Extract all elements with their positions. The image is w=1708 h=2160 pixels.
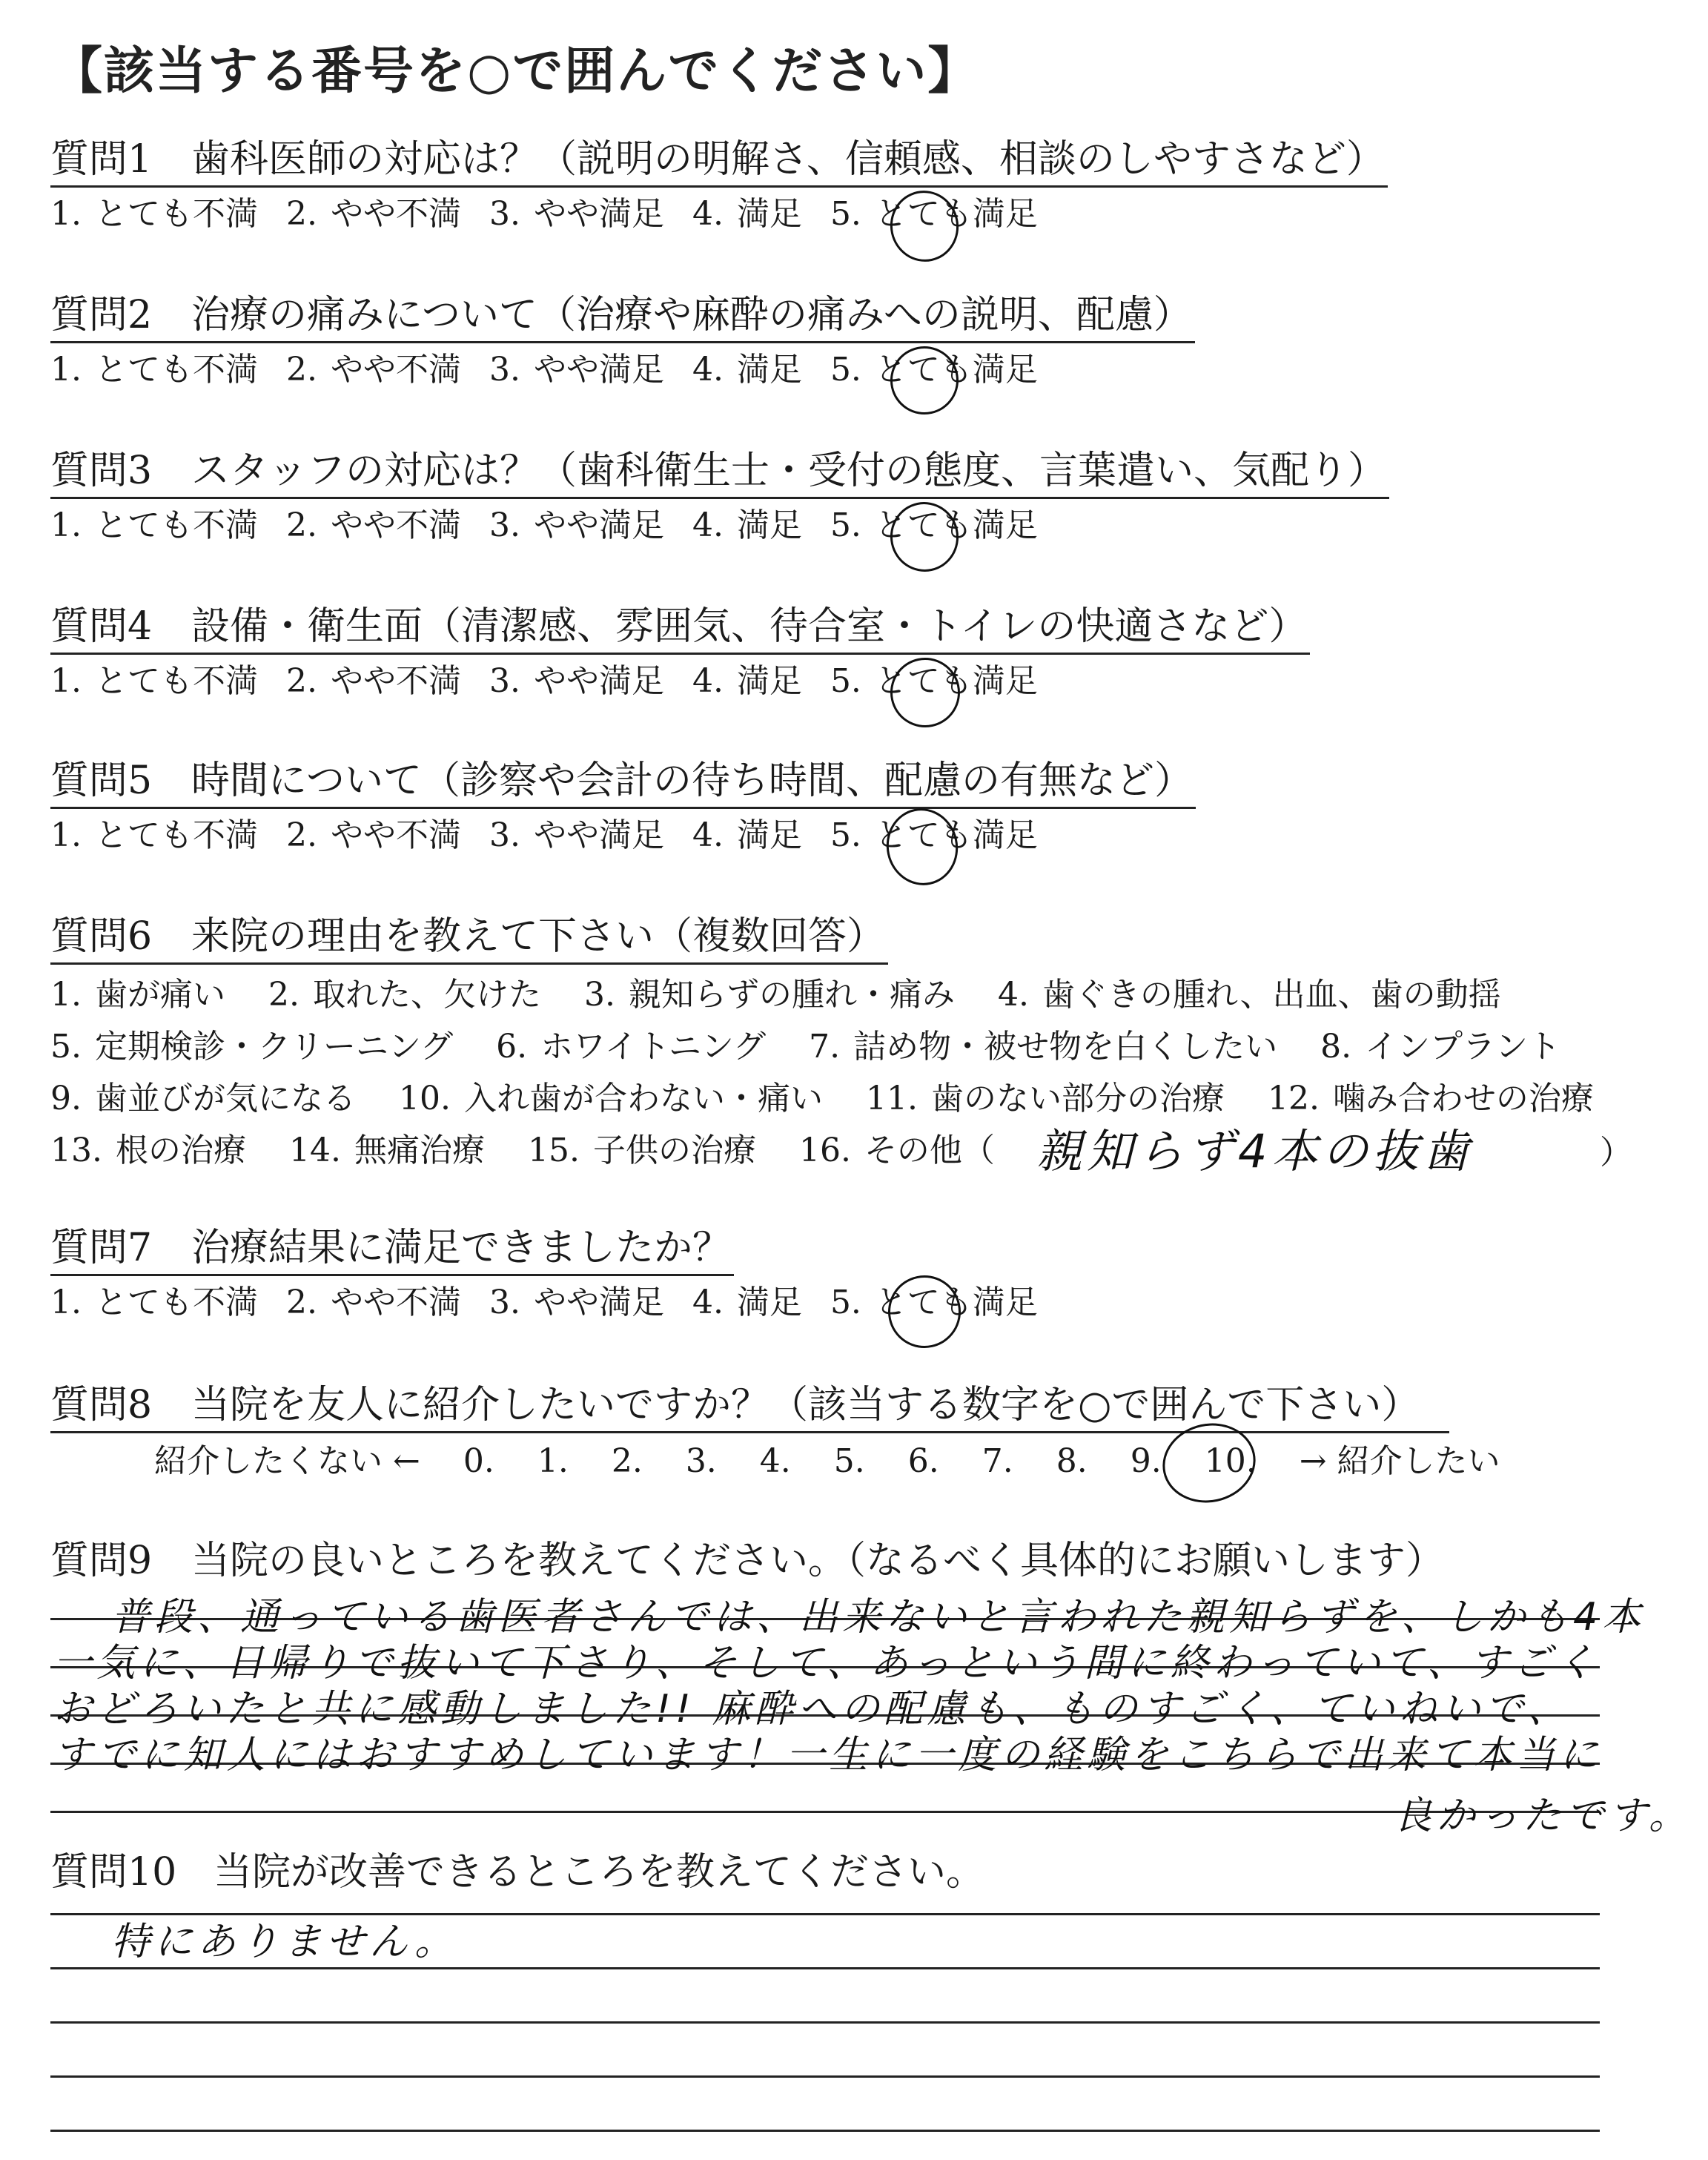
question-title: スタッフの対応は？（歯科衛生士・受付の態度、言葉遣い、気配り） — [191, 449, 1387, 493]
rating-options — [50, 346, 1607, 394]
question-number: 質問9 — [50, 1539, 153, 1583]
reason-option: 5. 定期検診・クリーニング — [50, 1028, 454, 1066]
rating-option-number: 5. — [830, 195, 861, 233]
handwritten-answer-line: 特にありません。 — [111, 1920, 458, 1964]
question-8 — [50, 1379, 1607, 1485]
rating-option-label: やや満足 — [533, 1284, 664, 1321]
scale-number: 3. — [685, 1442, 717, 1480]
scale-number: 7. — [982, 1442, 1013, 1480]
rating-option-number: 4. — [692, 351, 724, 389]
rating-option — [286, 502, 461, 549]
reason-option: 10. 入れ歯が合わない・痛い — [398, 1080, 823, 1117]
rating-option-number: 2. — [285, 1284, 317, 1321]
rating-option — [50, 502, 258, 549]
rating-option-label: やや不満 — [330, 662, 461, 700]
rating-option — [286, 346, 461, 394]
answer-lines-q10 — [50, 1869, 1600, 2132]
rating-option — [489, 346, 664, 394]
rating-option-number: 5. — [830, 351, 861, 389]
rating-option-number: 2. — [285, 351, 317, 389]
handwritten-answer-line: おどろいたと共に感動しました!! 麻酔への配慮も、ものすごく、ていねいで、 — [53, 1687, 1571, 1731]
rating-option-number: 4. — [692, 1284, 724, 1321]
rating-options — [50, 812, 1607, 859]
scale-number: 10. — [1204, 1442, 1257, 1480]
handwritten-answer-line: 一気に、日帰りで抜いて下さり、そして、あっという間に終わっていて、すごく — [53, 1641, 1599, 1685]
scale-number: 4. — [759, 1442, 791, 1480]
question-title: 治療結果に満足できましたか？ — [191, 1226, 732, 1270]
rating-option-label: とても満足 — [874, 195, 1038, 233]
rating-option-number: 5. — [830, 662, 861, 700]
rating-option-number: 3. — [489, 662, 520, 700]
rating-option — [692, 658, 802, 705]
rating-option-number: 4. — [692, 816, 724, 854]
rating-option — [50, 346, 258, 394]
question-title: 時間について（診察や会計の待ち時間、配慮の有無など） — [191, 759, 1193, 803]
rating-option-label: とても満足 — [874, 1284, 1038, 1321]
reason-option-other: 16. その他（ — [798, 1132, 995, 1169]
question-number: 質問7 — [50, 1226, 153, 1270]
question-4 — [50, 601, 1607, 705]
reason-option: 9. 歯並びが気になる — [50, 1080, 356, 1117]
rating-option-label: 満足 — [736, 662, 802, 700]
rating-option-label: とても不満 — [94, 1284, 258, 1321]
rating-option — [692, 1279, 802, 1327]
rating-option-label: 満足 — [736, 506, 802, 544]
reason-option: 6. ホワイトニング — [496, 1028, 767, 1066]
handwritten-answer-line: 良かったです。 — [1394, 1794, 1692, 1838]
rating-option-label: やや満足 — [533, 351, 664, 389]
question-2 — [50, 289, 1607, 394]
rating-option-number: 3. — [489, 506, 520, 544]
rating-option — [489, 812, 664, 859]
question-3 — [50, 445, 1607, 549]
rating-option — [286, 812, 461, 859]
rating-option-label: やや満足 — [533, 195, 664, 233]
question-title: 来院の理由を教えて下さい（複数回答） — [191, 914, 886, 959]
rating-option — [50, 191, 258, 238]
scale-number: 9. — [1130, 1442, 1162, 1480]
rating-option — [50, 1279, 258, 1327]
rating-option-label: 満足 — [736, 195, 802, 233]
question-title: 当院の良いところを教えてください。（なるべく具体的にお願いします） — [191, 1539, 1445, 1583]
rating-option-number: 3. — [489, 195, 520, 233]
rating-option — [692, 502, 802, 549]
rating-options — [50, 1279, 1607, 1327]
rating-option-label: やや満足 — [533, 506, 664, 544]
question-number: 質問8 — [50, 1383, 153, 1427]
rating-option — [50, 658, 258, 705]
question-number: 質問2 — [50, 293, 153, 337]
rating-option — [489, 658, 664, 705]
rating-options — [50, 191, 1607, 238]
question-number: 質問3 — [50, 449, 153, 493]
page-title: 【該当する番号を○で囲んでください】 — [52, 42, 980, 101]
other-handwritten-answer: 親知らず4本の抜歯 — [1036, 1124, 1474, 1178]
scale-right-label: → 紹介したい — [1299, 1442, 1500, 1480]
scale-left-label: 紹介したくない ← — [154, 1442, 420, 1480]
scale-number: 0. — [463, 1442, 494, 1480]
rating-option — [692, 346, 802, 394]
reason-option: 8. インプラント — [1320, 1028, 1561, 1066]
rating-option-label: 満足 — [736, 1284, 802, 1321]
rating-option — [286, 191, 461, 238]
rating-option — [50, 812, 258, 859]
question-title: 設備・衛生面（清潔感、雰囲気、待合室・トイレの快適さなど） — [191, 604, 1308, 649]
rating-option-number: 1. — [50, 662, 82, 700]
reason-option: 2. 取れた、欠けた — [268, 976, 541, 1014]
rating-option-number: 1. — [50, 506, 82, 544]
rating-option-number: 3. — [489, 816, 520, 854]
rating-option-number: 2. — [285, 662, 317, 700]
question-title: 歯科医師の対応は？（説明の明解さ、信頼感、相談のしやすさなど） — [191, 137, 1385, 182]
reason-option: 4. 歯ぐきの腫れ、出血、歯の動揺 — [997, 976, 1501, 1014]
rating-option-label: とても不満 — [94, 351, 258, 389]
question-title: 当院を友人に紹介したいですか？（該当する数字を○で囲んで下さい） — [191, 1383, 1420, 1427]
reason-option: 12. 噛み合わせの治療 — [1267, 1080, 1594, 1117]
rating-option-number: 4. — [692, 506, 724, 544]
rating-option-label: とても満足 — [874, 351, 1038, 389]
question-7 — [50, 1222, 1607, 1327]
question-6 — [50, 911, 1632, 1178]
rating-option-number: 5. — [830, 506, 861, 544]
rating-option-label: やや不満 — [330, 816, 461, 854]
reason-option: 3. 親知らずの腫れ・痛み — [583, 976, 955, 1014]
question-title: 治療の痛みについて（治療や麻酔の痛みへの説明、配慮） — [191, 293, 1192, 337]
rating-option-number: 1. — [50, 1284, 82, 1321]
scale-number: 8. — [1056, 1442, 1088, 1480]
reason-row — [50, 969, 1607, 1021]
question-number: 質問6 — [50, 914, 153, 959]
rating-option-label: とても不満 — [94, 506, 258, 544]
reason-option: 7. 詰め物・被せ物を白くしたい — [809, 1028, 1278, 1066]
rating-option — [489, 191, 664, 238]
rating-option-number: 2. — [285, 195, 317, 233]
scale-number: 6. — [907, 1442, 939, 1480]
question-5 — [50, 755, 1607, 859]
rating-option-label: やや満足 — [533, 816, 664, 854]
rating-option-label: やや満足 — [533, 662, 664, 700]
rating-options — [50, 658, 1607, 705]
other-close-paren: ） — [1600, 1134, 1632, 1172]
scale-number: 2. — [611, 1442, 643, 1480]
rating-option-label: やや不満 — [330, 1284, 461, 1321]
rating-option-label: とても不満 — [94, 816, 258, 854]
rating-option — [489, 502, 664, 549]
reason-option: 14. 無痛治療 — [288, 1132, 485, 1169]
rating-option-label: 満足 — [736, 816, 802, 854]
question-number: 質問1 — [50, 137, 153, 182]
rating-option — [489, 1279, 664, 1327]
rating-option-number: 2. — [285, 816, 317, 854]
rating-option-number: 5. — [830, 1284, 861, 1321]
handwritten-answer-line: 普段、通っている歯医者さんでは、出来ないと言われた親知らずを、しかも4本 — [111, 1595, 1646, 1639]
handwritten-answer-line: すでに知人にはおすすめしています！一生に一度の経験をこちらで出来て本当に — [53, 1733, 1603, 1777]
rating-option-number: 4. — [692, 662, 724, 700]
rating-option-number: 3. — [489, 351, 520, 389]
question-1 — [50, 133, 1607, 238]
recommend-scale — [154, 1438, 1607, 1485]
rating-option-label: やや不満 — [330, 351, 461, 389]
rating-option-label: とても満足 — [874, 662, 1038, 700]
rating-option-number: 5. — [830, 816, 861, 854]
rating-option — [286, 658, 461, 705]
rating-option-label: やや不満 — [330, 506, 461, 544]
question-number: 質問4 — [50, 604, 153, 649]
reason-option: 1. 歯が痛い — [50, 976, 225, 1014]
rating-options — [50, 502, 1607, 549]
rating-option-label: やや不満 — [330, 195, 461, 233]
rating-option-number: 4. — [692, 195, 724, 233]
scale-number: 5. — [833, 1442, 865, 1480]
rating-option — [692, 812, 802, 859]
reason-row — [50, 1021, 1607, 1073]
rating-option-number: 2. — [285, 506, 317, 544]
rating-option-number: 3. — [489, 1284, 520, 1321]
rating-option-number: 1. — [50, 195, 82, 233]
question-number: 質問5 — [50, 759, 153, 803]
rating-option-label: とても満足 — [874, 816, 1038, 854]
rating-option-number: 1. — [50, 351, 82, 389]
scale-number: 1. — [537, 1442, 569, 1480]
rating-option-label: とても満足 — [874, 506, 1038, 544]
rating-option-label: とても不満 — [94, 662, 258, 700]
rating-option — [692, 191, 802, 238]
reason-option: 13. 根の治療 — [50, 1132, 246, 1169]
reason-option: 11. 歯のない部分の治療 — [865, 1080, 1225, 1117]
rating-option-number: 1. — [50, 816, 82, 854]
question-title: 当院が改善できるところを教えてください。 — [214, 1850, 985, 1895]
rating-option-label: 満足 — [736, 351, 802, 389]
rating-option-label: とても不満 — [94, 195, 258, 233]
rating-option — [286, 1279, 461, 1327]
question-number: 質問10 — [50, 1850, 177, 1895]
reason-option: 15. 子供の治療 — [527, 1132, 756, 1169]
